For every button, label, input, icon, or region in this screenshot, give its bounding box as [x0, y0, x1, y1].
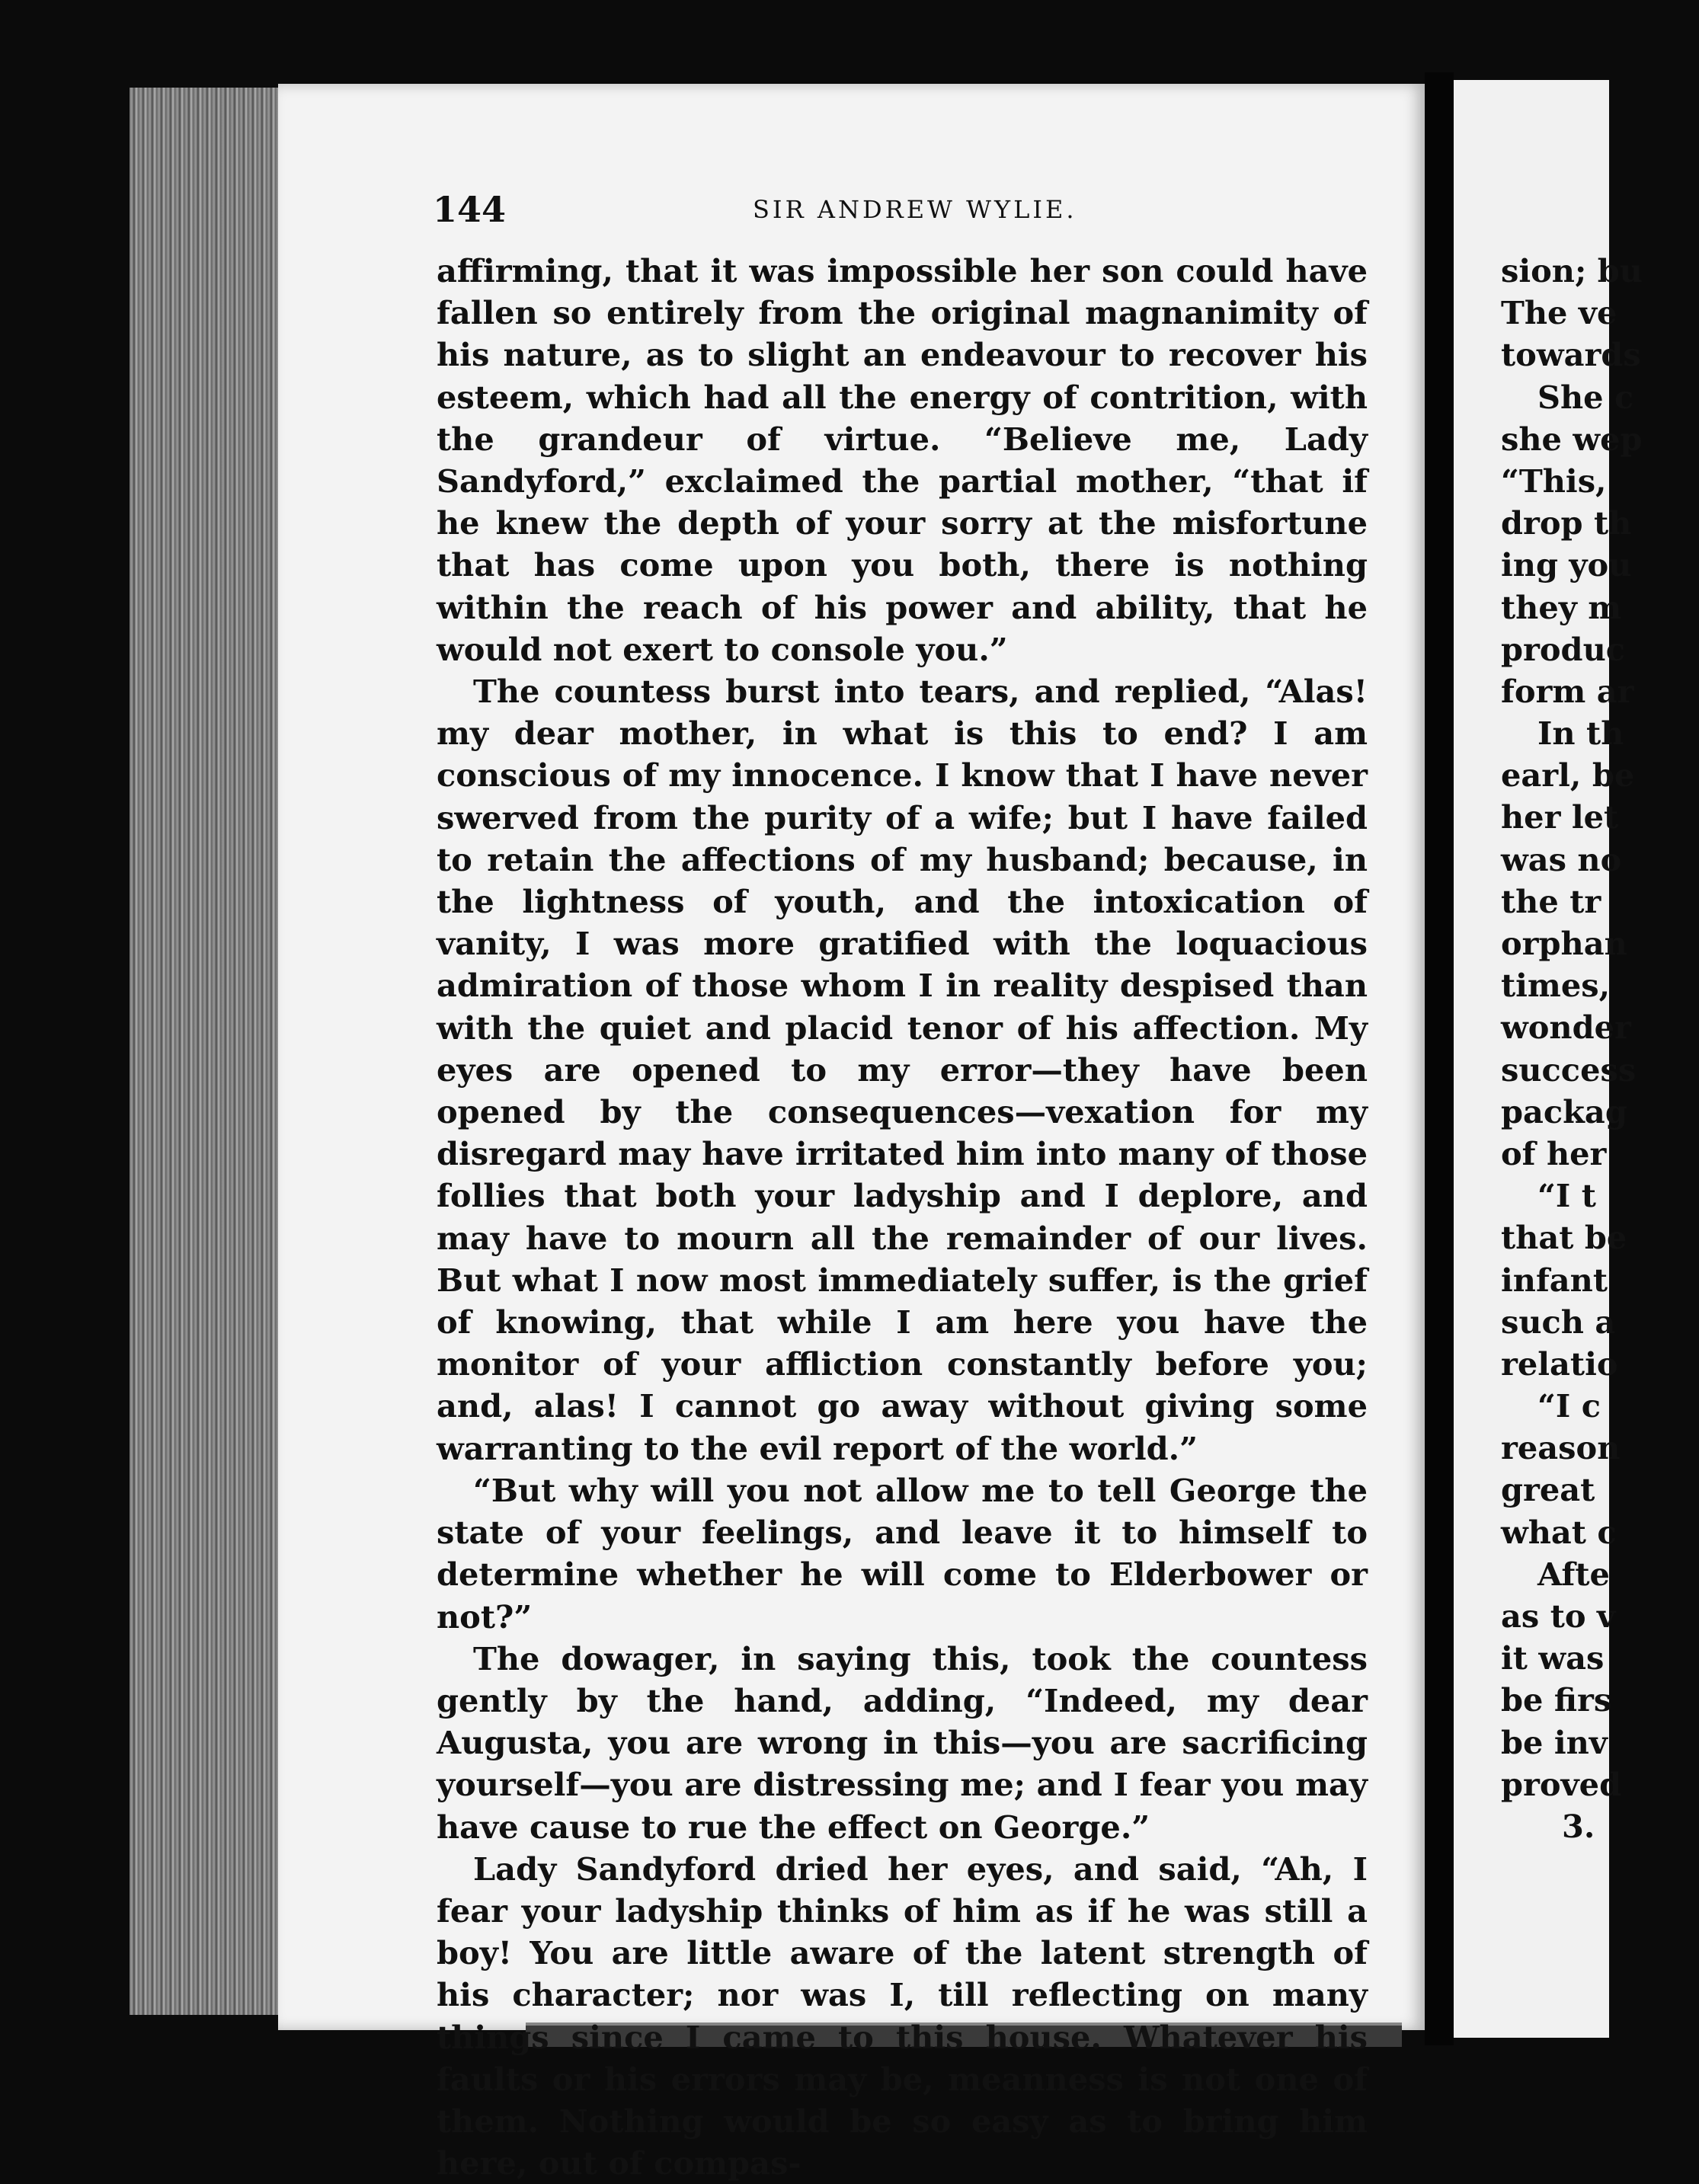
facing-line: She c: [1537, 378, 1634, 416]
facing-line: drop th: [1501, 504, 1632, 542]
facing-line: “I t: [1537, 1177, 1596, 1215]
facing-line: relatio: [1501, 1345, 1618, 1383]
facing-line: be firs: [1501, 1681, 1612, 1719]
paragraph: “But why will you not allow me to tell George the state of your feelings, and leave it to himself to determine whether he will come to Elderbower or not?”: [437, 1471, 1368, 1636]
facing-line: orphan: [1501, 925, 1627, 962]
facing-line: they m: [1501, 588, 1622, 626]
page-number: 144: [433, 189, 507, 230]
facing-line: of her: [1501, 1134, 1607, 1172]
facing-line: as to v: [1501, 1597, 1616, 1635]
running-title: SIR ANDREW WYLIE.: [753, 195, 1077, 224]
facing-line: form ar: [1501, 672, 1634, 710]
paragraph: Lady Sandyford dried her eyes, and said, “Ah, I fear your ladyship thinks of him as if he was still a boy! You are little aware of the latent strength of his character; nor was I, till reflecting on many things since I came to this house. Whatever his faults or his errors may be, meanness is not one of them. Nothing would be so easy as to bring him here, out of compas-: [437, 1850, 1368, 2182]
facing-signature-mark: 3.: [1562, 1807, 1595, 1845]
facing-line: infant: [1501, 1261, 1608, 1299]
paragraph: The dowager, in saying this, took the countess gently by the hand, adding, “Indeed, my dear Augusta, you are wrong in this—you are sacrificing yourself—you are distressing me; and I fear you may have cause to rue the effect on George.”: [437, 1639, 1368, 1846]
facing-line: ing you: [1501, 546, 1632, 584]
book-gutter: [1425, 72, 1454, 2045]
paragraph: affirming, that it was impossible her son could have fallen so entirely from the original magnanimity of his nature, as to slight an endeavour to recover his esteem, which had all the energy of contrition, with the grandeur of virtue. “Believe me, Lady Sandyford,” exclaimed the partial mother, “that if he knew the depth of your sorry at the misfortune that has come upon you both, there is nothing within the reach of his power and ability, that he would not exert to console you.”: [437, 252, 1368, 668]
facing-line: her let: [1501, 798, 1619, 836]
facing-line: success: [1501, 1050, 1637, 1089]
facing-line: earl, be: [1501, 756, 1635, 795]
facing-line: Afte: [1537, 1555, 1610, 1593]
facing-line: towards: [1501, 336, 1641, 374]
facing-line: sion; bu: [1501, 252, 1643, 289]
facing-line: “This,: [1501, 462, 1607, 500]
facing-page-text: [1501, 250, 1699, 1847]
facing-line: In th: [1537, 715, 1624, 753]
facing-line: be inv: [1501, 1723, 1608, 1761]
facing-line: proved: [1501, 1765, 1622, 1803]
page-header: [433, 189, 1370, 235]
facing-line: was no: [1501, 840, 1622, 878]
facing-line: “I c: [1537, 1387, 1601, 1425]
page-body: [437, 250, 1368, 2184]
facing-line: it was: [1501, 1639, 1605, 1677]
facing-line: packag: [1501, 1092, 1627, 1130]
paragraph: The countess burst into tears, and replied, “Alas! my dear mother, in what is this to end? I am conscious of my innocence. I know that I have never swerved from the purity of a wife; but I have failed to retain the affections of my husband; because, in the lightness of youth, and the intoxication of vanity, I was more gratified with the loquacious admiration of those whom I in reality despised than with the quiet and placid tenor of his affection. My eyes are opened to my error—they have been opened by the consequences—vexation for my disregard may have irritated him into many of those follies that both your ladyship and I deplore, and may have to mourn all the remainder of our lives. But what I now most immediately suffer, is the grief of knowing, that while I am here you have the monitor of your affliction constantly before you; and, alas! I cannot go away without giving some warranting to the evil report of the world.”: [437, 673, 1368, 1467]
facing-line: times,: [1501, 967, 1611, 1005]
facing-line: she wep: [1501, 420, 1643, 458]
facing-line: great: [1501, 1471, 1595, 1509]
facing-line: what c: [1501, 1513, 1617, 1551]
facing-line: produc: [1501, 630, 1626, 668]
facing-line: wonder: [1501, 1009, 1631, 1047]
book-page-edges: [130, 88, 286, 2015]
facing-line: the tr: [1501, 882, 1601, 920]
facing-line: The ve: [1501, 294, 1617, 332]
facing-line: reason: [1501, 1429, 1621, 1467]
facing-line: that be: [1501, 1219, 1627, 1257]
facing-line: such a: [1501, 1303, 1616, 1341]
